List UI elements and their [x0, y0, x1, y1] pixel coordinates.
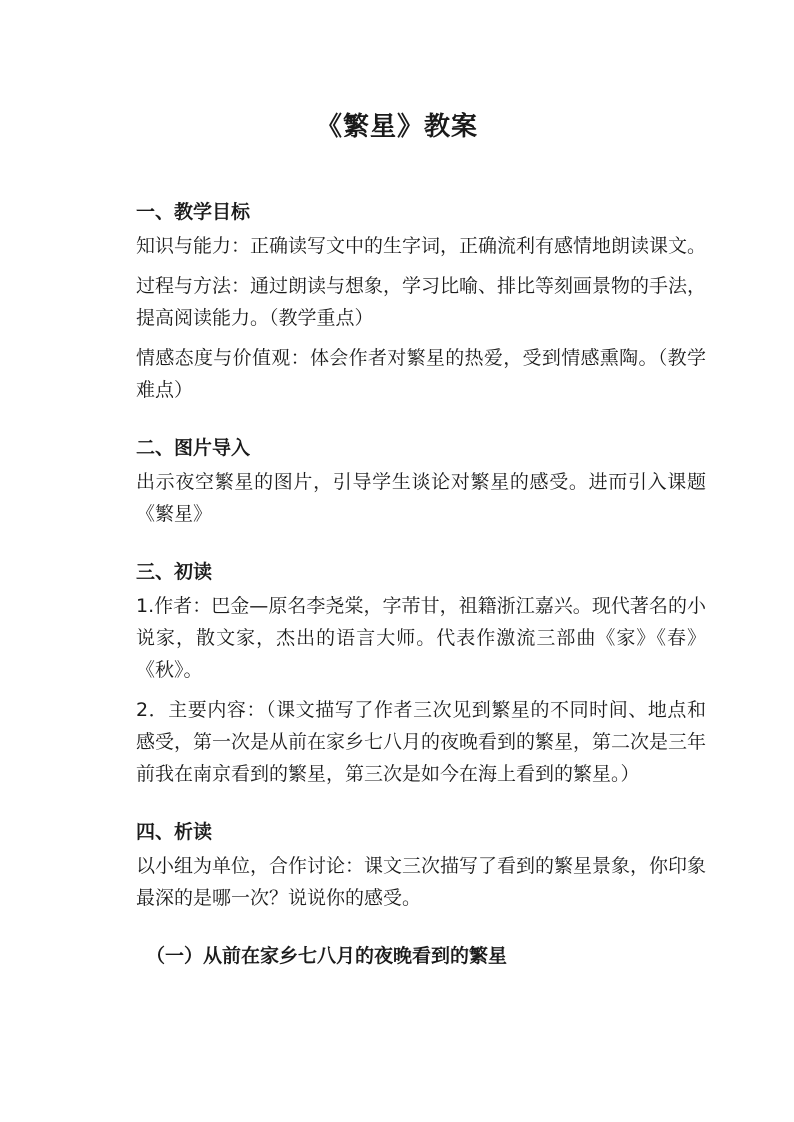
section-heading: 四、析读: [136, 821, 213, 843]
spacer: [136, 922, 706, 940]
paragraph: 以小组为单位，合作讨论：课文三次描写了看到的繁星景象，你印象最深的是哪一次？说说你的感受。: [136, 855, 707, 909]
section-heading: 二、图片导入: [136, 437, 251, 459]
spacer: [136, 414, 706, 432]
paragraph: 2．主要内容：（课文描写了作者三次见到繁星的不同时间、地点和感受，第一次是从前在家乡七八月的夜晚看到的繁星，第二次是三年前我在南京看到的繁星，第三次是如今在海上看到的繁星。）: [136, 699, 707, 785]
paragraph: 情感态度与价值观：体会作者对繁星的热爱，受到情感熏陶。（教学难点）: [136, 347, 706, 401]
section-heading: 三、初读: [136, 561, 213, 583]
paragraph: 知识与能力：正确读写文中的生字词，正确流利有感情地朗读课文。: [136, 235, 707, 257]
document-title: 《繁星》教案: [315, 112, 478, 142]
section-first-reading: [136, 556, 706, 790]
section-analysis-reading: [136, 816, 706, 972]
section-picture-intro: [136, 432, 706, 530]
subsection-heading: （一）从前在家乡七八月的夜晚看到的繁星: [146, 945, 508, 967]
spacer: [136, 798, 706, 816]
paragraph: 出示夜空繁星的图片，引导学生谈论对繁星的感受。进而引入课题《繁星》: [136, 471, 706, 525]
paragraph: 过程与方法：通过朗读与想象，学习比喻、排比等刻画景物的手法，提高阅读能力。（教学重点）: [136, 275, 707, 329]
paragraph: 1.作者：巴金—原名李尧棠，字芾甘，祖籍浙江嘉兴。现代著名的小说家，散文家，杰出的语言大师。代表作激流三部曲《家》《春》《秋》。: [136, 595, 706, 681]
document-body: [136, 196, 706, 972]
section-heading: 一、教学目标: [136, 201, 251, 223]
section-teaching-goals: [136, 196, 706, 406]
spacer: [136, 538, 706, 556]
